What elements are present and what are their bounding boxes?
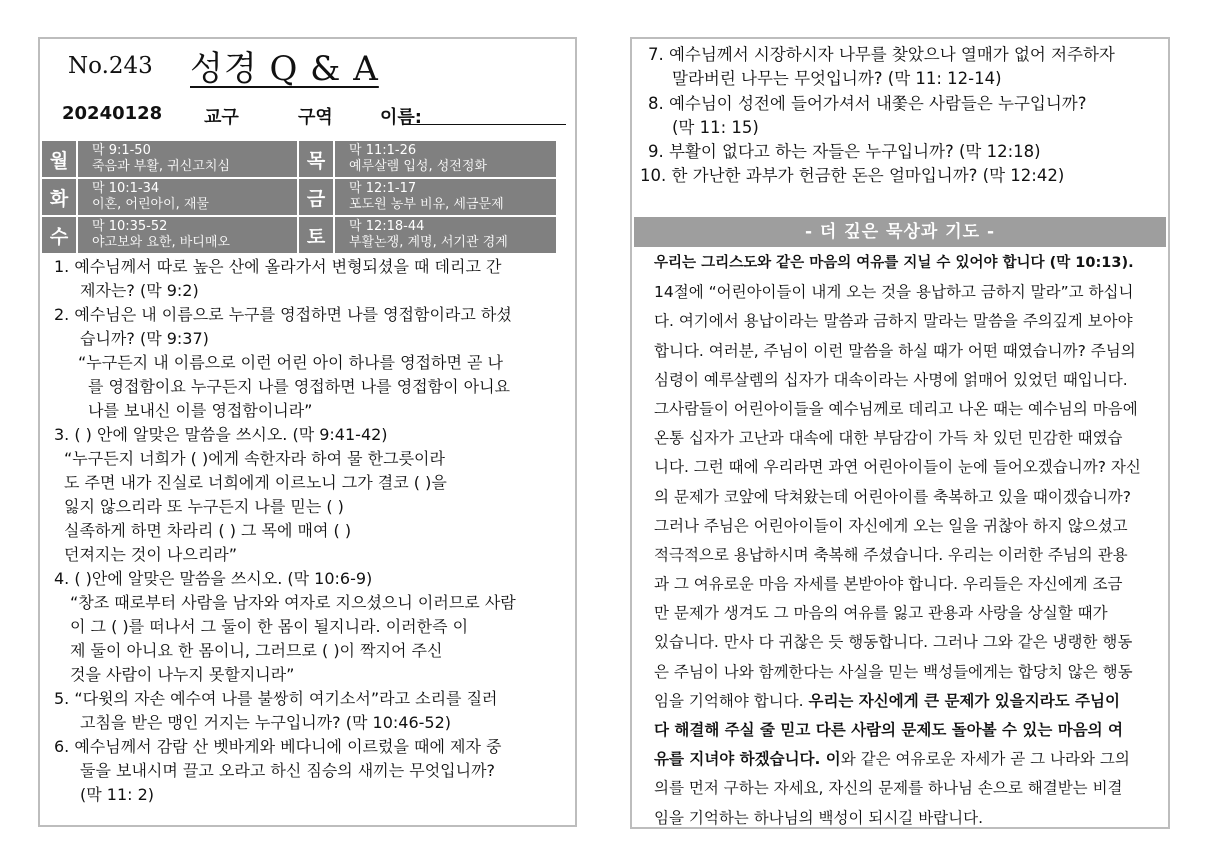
question-7: 7. 예수님께서 시장하시자 나무를 찾았으나 열매가 없어 저주하자 [648,45,1115,64]
schedule-cell [335,141,556,177]
meditation-line: 그러나 주님은 어린아이들이 자신에게 오는 일을 귀찮아 하지 않으셨고 [654,516,1128,535]
meditation-line: 니다. 그런 때에 우리라면 과연 어린아이들이 눈에 들어오겠습니까? 자신 [654,458,1141,477]
reading-schedule [42,141,575,255]
meditation-text [654,249,1144,833]
fill-blank-verse: 도 주면 내가 진실로 너희에게 이르노니 그가 결코 ( )을 [64,473,447,492]
schedule-row [42,141,575,177]
meditation-line: 심령이 예루살렘의 십자가 대속이라는 사명에 얽매어 있었던 때입니다. [654,370,1128,389]
day-label: 월 [42,141,76,177]
meditation-line: 적극적으로 용납하시며 축복해 주셨습니다. 우리는 이러한 주님의 관용 [654,545,1128,564]
meditation-line: 그사람들이 어린아이들을 예수님께로 데리고 나온 때는 예수님의 마음에 [654,399,1138,418]
question-1-cont: 제자는? (막 9:2) [80,281,199,300]
schedule-cell [335,217,556,253]
district-label: 교구 [204,107,239,128]
scripture-topic: 야고보와 요한, 바디매오 [92,235,230,250]
question-10: 10. 한 가난한 과부가 헌금한 돈은 얼마입니까? (막 12:42) [640,166,1065,185]
left-page [38,37,577,827]
meditation-line: 우리는 그리스도와 같은 마음의 여유를 지닐 수 있어야 합니다 (막 10:13). [654,255,1134,271]
question-4: 4. ( )안에 알맞은 말씀을 쓰시오. (막 10:6-9) [54,569,373,588]
schedule-cell [78,141,297,177]
date: 20240128 [62,103,163,124]
meditation-line: 의를 먼저 구하는 자세요, 자신의 문제를 하나님 손으로 해결받는 비결 [654,779,1123,798]
fill-blank-verse: 이 그 ( )를 떠나서 그 둘이 한 몸이 될지니라. 이러한즉 이 [70,617,469,636]
meditation-line: 온통 십자가 고난과 대속에 대한 부담감이 가득 차 있던 민감한 때였습 [654,429,1123,448]
meditation-line: 은 주님이 나와 함께한다는 사실을 믿는 백성들에게는 합당치 않은 행동 [654,662,1133,681]
meditation-line: 만 문제가 생겨도 그 마음의 여유를 잃고 관용과 사랑을 상실할 때가 [654,604,1108,623]
scripture-topic: 이혼, 어린아이, 재물 [92,197,209,212]
name-blank[interactable] [402,124,566,125]
schedule-cell [78,179,297,215]
question-1: 1. 예수님께서 따로 높은 산에 올라가서 변형되셨을 때 데리고 간 [54,257,502,276]
issue-number: No.243 [68,53,153,79]
scripture-ref: 막 11:1-26 [349,143,417,158]
meditation-line [654,745,1144,774]
fill-blank-verse: 제 둘이 아니요 한 몸이니, 그러므로 ( )이 짝지어 주신 [70,641,443,660]
question-2: 2. 예수님은 내 이름으로 누구를 영접하면 나를 영접함이라고 하셨 [54,305,512,324]
scripture-topic: 죽음과 부활, 귀신고치심 [92,159,230,174]
question-2-cont: 습니까? (막 9:37) [80,329,209,348]
meditation-emphasis-line: 다 해결해 주실 줄 믿고 다른 사람의 문제도 돌아볼 수 있는 마음의 여 [654,721,1124,739]
meditation-line: 합니다. 여러분, 주님이 이런 말씀을 하실 때가 어떤 때였습니까? 주님의 [654,341,1136,360]
meditation-line: 다. 여기에서 용납이라는 말씀과 금하지 말라는 말씀을 주의깊게 보아야 [654,312,1133,331]
name-label: 이름: [380,107,422,128]
meditation-banner: - 더 깊은 묵상과 기도 - [634,217,1166,247]
scripture-topic: 예루살렘 입성, 성전정화 [349,159,487,174]
fill-blank-verse: “누구든지 너희가 ( )에게 속한자라 하여 물 한그릇이라 [64,449,445,468]
question-5: 5. “다윗의 자손 예수여 나를 불쌍히 여기소서”라고 소리를 질러 [54,689,498,708]
question-8-cont: (막 11: 15) [672,118,759,137]
schedule-cell [335,179,556,215]
schedule-row [42,179,575,215]
page-title: 성경 Q & A [190,49,379,89]
meditation-line: 임을 기억하는 하나님의 백성이 되시길 바랍니다. [654,808,984,827]
question-6-cont: (막 11: 2) [80,785,155,804]
verse-quote: “누구든지 내 이름으로 이런 어린 아이 하나를 영접하면 곧 나 [78,353,504,372]
question-6: 6. 예수님께서 감람 산 벳바게와 베다니에 이르렀을 때에 제자 중 [54,737,502,756]
scripture-topic: 부활논쟁, 계명, 서기관 경계 [349,235,508,250]
question-3: 3. ( ) 안에 알맞은 말씀을 쓰시오. (막 9:41-42) [54,425,388,444]
day-label: 금 [299,179,333,215]
question-7-cont: 말라버린 나무는 무엇입니까? (막 11: 12-14) [672,69,1002,88]
meditation-line: 과 그 여유로운 마음 자세를 본받아야 합니다. 우리들은 자신에게 조금 [654,575,1123,594]
right-page [630,37,1170,829]
day-label: 토 [299,217,333,253]
schedule-row [42,217,575,253]
question-5-cont: 고침을 받은 맹인 거지는 누구입니까? (막 10:46-52) [80,713,452,732]
meditation-line: 의 문제가 코앞에 닥쳐왔는데 어린아이를 축복하고 있을 때이겠습니까? [654,487,1131,506]
question-8: 8. 예수님이 성전에 들어가셔서 내쫓은 사람들은 누구입니까? [648,94,1087,113]
meditation-emphasis: 우리는 자신에게 큰 문제가 있을지라도 주님이 [808,691,1120,710]
question-6-cont: 둘을 보내시며 끌고 오라고 하신 짐승의 새끼는 무엇입니까? [80,761,496,780]
verse-quote: 나를 보내신 이를 영접함이니라” [88,401,313,420]
scripture-ref: 막 10:35-52 [92,219,168,234]
fill-blank-verse: 잃지 않으리라 또 누구든지 나를 믿는 ( ) [64,497,344,516]
meditation-fragment: 임을 기억해야 합니다. [654,691,804,710]
meditation-emphasis: 유를 지녀야 하겠습니다. 이 [654,750,841,769]
meditation-line: 있습니다. 만사 다 귀찮은 듯 행동합니다. 그러나 그와 같은 냉랭한 행동 [654,633,1133,652]
zone-label: 구역 [298,107,333,128]
scripture-topic: 포도원 농부 비유, 세금문제 [349,197,504,212]
verse-quote: 를 영접함이요 누구든지 나를 영접하면 나를 영접함이 아니요 [88,377,511,396]
fill-blank-verse: 실족하게 하면 차라리 ( ) 그 목에 매여 ( ) [64,521,352,540]
schedule-cell [78,217,297,253]
meditation-line [654,687,1144,716]
scripture-ref: 막 12:18-44 [349,219,425,234]
scripture-ref: 막 9:1-50 [92,143,151,158]
day-label: 수 [42,217,76,253]
fill-blank-verse: 것을 사람이 나누지 못할지니라” [70,665,295,684]
fill-blank-verse: “창조 때로부터 사람을 남자와 여자로 지으셨으니 이러므로 사람 [70,593,516,612]
fill-blank-verse: 던져지는 것이 나으리라” [64,545,238,564]
meditation-fragment: 와 같은 여유로운 자세가 곧 그 나라와 그의 [840,750,1130,769]
day-label: 화 [42,179,76,215]
scripture-ref: 막 10:1-34 [92,181,160,196]
meditation-line: 14절에 “어린아이들이 내게 오는 것을 용납하고 금하지 말라”고 하십니 [654,283,1134,302]
scripture-ref: 막 12:1-17 [349,181,417,196]
day-label: 목 [299,141,333,177]
question-9: 9. 부활이 없다고 하는 자들은 누구입니까? (막 12:18) [648,142,1041,161]
